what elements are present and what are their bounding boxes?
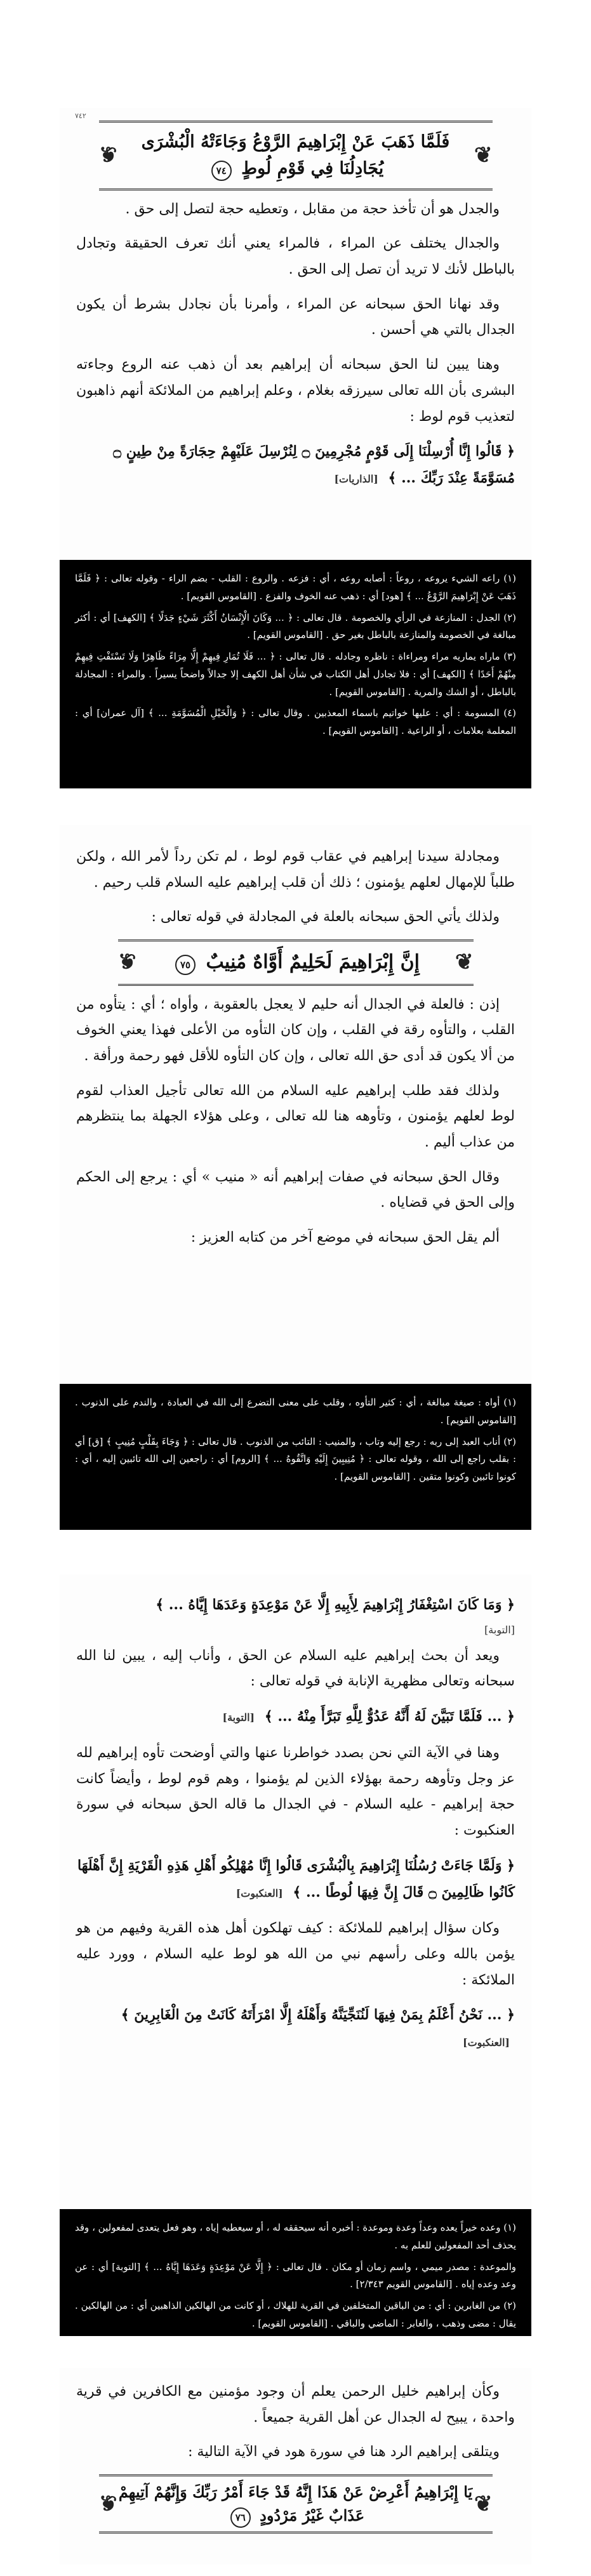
- verse-source: [العنكبوت]: [463, 2036, 510, 2049]
- verse-text: ﴿ ... فَلَمَّا تَبَيَّنَ لَهُ أَنَّهُ عَدُوٌّ لِلَّهِ تَبَرَّأَ مِنْهُ ... ﴾: [264, 1708, 515, 1725]
- footnote: (١) وعده خيراً يعده وعداً وعدة وموعدة : أخبره أنه سيحققه له ، أو سيعطيه إياه ، وهو فعل يتعدى لمفعولين ، وقد يحذف أحد المفعولين للعلم به .: [75, 2222, 516, 2251]
- page-1: [60, 108, 531, 560]
- paragraph: ألم يقل الحق سبحانه في موضع آخر من كتابه العزيز :: [190, 1230, 500, 1246]
- footnote: (٢) أناب العبد إلى ربه : رجع إليه وتاب ، والمنيب : التائب من الذنوب . قال تعالى : ﴿ وَجَاءَ بِقَلْبٍ مُنِيبٍ ﴾ [ق] أي : بقلب راجع إلى الله ، وقوله تعالى : ﴿ مُنِيبِينَ إِلَيْهِ وَاتَّقُوهُ ... ﴾ [الروم] أي : راجعين إلى الله تائبين إليه ، أي : كونوا تائبين وكونوا متقين . [القاموس القويم] .: [75, 1435, 516, 1482]
- footnotes-block: [60, 560, 531, 788]
- footnote: (٣) ماراه يماريه مراء ومراءاة : ناظره وجادله . قال تعالى : ﴿ ... فَلَا تُمَارِ فِيهِمْ إِلَّا مِرَاءً ظَاهِرًا وَلَا تَسْتَفْتِ فِيهِمْ مِنْهُمْ أَحَدًا ﴾ [الكهف] أي : فلا تجادل أهل الكتاب في شأن أهل الكهف إلا جدالاً واضحاً يسيراً . والمراء : المجادلة بالباطل ، أو الشك والمرية . [القاموس القويم] .: [75, 651, 516, 698]
- quran-verse: [76, 1592, 515, 1619]
- footnote: (٢) الجدل : المنازعة في الرأي والخصومة . قال تعالى : ﴿ ... وَكَانَ الْإِنْسَانُ أَكْثَرَ شَيْءٍ جَدَلًا ﴾ [الكهف] أي : أكثر مبالغة في الخصومة والمنازعة بالباطل بغير حق . [القاموس القويم] .: [75, 611, 516, 641]
- footnotes-block: [60, 1384, 531, 1530]
- page-4: [60, 2368, 531, 2565]
- footnotes-block: [60, 2209, 531, 2336]
- verse-text: ﴿ ... نَحْنُ أَعْلَمُ بِمَنْ فِيهَا لَنُنَجِّيَنَّهُ وَأَهْلَهُ إِلَّا امْرَأَتَهُ كَانَتْ مِنَ الْغَابِرِينَ ﴾: [121, 2007, 515, 2024]
- verse-banner: [118, 939, 474, 986]
- paragraph: والجدال يختلف عن المراء ، فالمراء يعني أنك تعرف الحقيقة وتجادل بالباطل لأنك لا تريد أن تصل إلى الحق .: [76, 236, 515, 278]
- banner-text: إِنَّ إِبْرَاهِيمَ لَحَلِيمٌ أَوَّاهٌ مُنِيبٌ: [206, 951, 420, 974]
- verse-source: [الذاريات]: [334, 472, 378, 485]
- quran-verse: [76, 1704, 515, 1730]
- verse-text: ﴿ قَالُوا إِنَّا أُرْسِلْنَا إِلَى قَوْمٍ مُجْرِمِينَ ۝ لِنُرْسِلَ عَلَيْهِمْ حِجَارَةً مِنْ طِينٍ ۝ مُسَوَّمَةً عِنْدَ رَبِّكَ ... ﴾: [113, 443, 515, 486]
- paragraph: وهنا في الآية التي نحن بصدد خواطرنا عنها والتي أوضحت تأوه إبراهيم لله عز وجل وتأوهه رحمة بهؤلاء الذين لم يؤمنوا ، وهم قوم لوط ، وأيضاً كانت حجة إبراهيم - عليه السلام - في الجدال ما قاله الحق سبحانه في سورة العنكبوت :: [76, 1744, 515, 1839]
- verse-banner: [99, 2474, 493, 2533]
- paragraph: ومجادلة سيدنا إبراهيم في عقاب قوم لوط ، لم تكن رداً لأمر الله ، ولكن طلباً للإمهال لعلهم يؤمنون ؛ ذلك أن قلب إبراهيم عليه السلام قلب رحيم .: [76, 849, 515, 891]
- paragraph: ولذلك فقد طلب إبراهيم عليه السلام من الله تعالى تأجيل العذاب لقوم لوط لعلهم يؤمنون ، وتأوهه هنا لله تعالى ، وعلى هؤلاء الجهلة بما ينتظرهم من عذاب أليم .: [76, 1082, 515, 1150]
- footnote: والموعدة : مصدر ميمي ، واسم زمان أو مكان . قال تعالى : ﴿ إِلَّا عَنْ مَوْعِدَةٍ وَعَدَهَا إِيَّاهُ ... ﴾ [التوبة] أي : عن وعد وعده إياه . [القاموس القويم ٢/٣٤٣] .: [75, 2261, 516, 2290]
- paragraph: والجدل هو أن تأخذ حجة من مقابل ، وتعطيه حجة لتصل إلى حق .: [125, 201, 500, 217]
- verse-source: [التوبة]: [484, 1623, 515, 1636]
- paragraph: ويتلقى إبراهيم الرد هنا في سورة هود في الآية التالية :: [188, 2444, 500, 2460]
- verse-source: [التوبة]: [222, 1711, 255, 1724]
- verse-text: ﴿ وَمَا كَانَ اسْتِغْفَارُ إِبْرَاهِيمَ لِأَبِيهِ إِلَّا عَنْ مَوْعِدَةٍ وَعَدَهَا إِيَّاهُ ... ﴾: [156, 1597, 515, 1613]
- page-3: [60, 1574, 531, 2209]
- paragraph: وهنا يبين لنا الحق سبحانه أن إبراهيم بعد أن ذهب عنه الروع وجاءته البشرى بأن الله تعالى سيرزقه بغلام ، وعلم إبراهيم من الملائكة أنهم ذاهبون لتعذيب قوم لوط :: [76, 357, 515, 425]
- footnote: (١) راعه الشيء يروعه ، روعاً : أصابه روعه ، أي : فزعه . والروع : القلب - بضم الراء - وقوله تعالى : ﴿ فَلَمَّا ذَهَبَ عَنْ إِبْرَاهِيمَ الرَّوْعُ ... ﴾ [هود] أي : ذهب عنه الخوف والفزع . [القاموس القويم] .: [75, 573, 516, 602]
- paragraph: وقال الحق سبحانه في صفات إبراهيم أنه « منيب » أي : يرجع إلى الحكم وإلى الحق في قضاياه .: [76, 1169, 515, 1211]
- paragraph: وكان سؤال إبراهيم للملائكة : كيف تهلكون أهل هذه القرية وفيهم من هو يؤمن بالله وعلى رأسهم نبي من الله هو لوط عليه السلام ، وورد عليه الملائكة :: [76, 1920, 515, 1988]
- paragraph: وقد نهانا الحق سبحانه عن المراء ، وأمرنا بأن نجادل بشرط أن يكون الجدال بالتي هي أحسن .: [76, 296, 515, 338]
- paragraph: وكأن إبراهيم خليل الرحمن يعلم أن وجود مؤمنين مع الكافرين في قرية واحدة ، يبيح له الجدال عن أهل القرية جميعاً .: [76, 2384, 515, 2426]
- footnote: (٤) المسومة : أي : عليها خواتيم باسماء المعذبين . وقال تعالى : ﴿ وَالْخَيْلِ الْمُسَوَّمَةِ ... ﴾ [آل عمران] أي : المعلمة بعلامات ، أو الراعية . [القاموس القويم] .: [75, 707, 516, 736]
- verse-text: ﴿ وَلَمَّا جَاءَتْ رُسُلُنَا إِبْرَاهِيمَ بِالْبُشْرَى قَالُوا إِنَّا مُهْلِكُو أَهْلِ هَذِهِ الْقَرْيَةِ إِنَّ أَهْلَهَا كَانُوا ظَالِمِينَ ۝ قَالَ إِنَّ فِيهَا لُوطًا ... ﴾: [77, 1857, 515, 1901]
- paragraph: إذن : فالعلة في الجدال أنه حليم لا يعجل بالعقوبة ، وأواه ؛ أي : يتأوه من القلب ، والتأوه رقة في القلب ، وإن كان التأوه من الأعلى فهذا يعني الخوف من ألا يكون قد أدى حق الله تعالى ، وإن كان التأوه للأقل فهو رحمة ورأفة .: [76, 996, 515, 1064]
- verse-source: [العنكبوت]: [236, 1887, 283, 1899]
- banner-text: يَا إِبْرَاهِيمُ أَعْرِضْ عَنْ هَذَا إِنَّهُ قَدْ جَاءَ أَمْرُ رَبِّكَ وَإِنَّهُمْ آتِيهِمْ عَذَابٌ غَيْرُ مَرْدُودٍ: [118, 2483, 473, 2525]
- verse-number: ٧٤: [211, 160, 232, 181]
- quran-verse: [76, 439, 515, 492]
- paragraph: ولذلك يأتي الحق سبحانه بالعلة في المجادلة في قوله تعالى :: [151, 909, 500, 926]
- page-number: ٧٤٢: [75, 112, 86, 120]
- banner-text: فَلَمَّا ذَهَبَ عَنْ إِبْرَاهِيمَ الرَّوْعُ وَجَاءَتْهُ الْبُشْرَى يُجَادِلُنَا فِي قَوْمِ لُوطٍ: [141, 132, 450, 178]
- paragraph: ويعد أن بحث إبراهيم عليه السلام عن الحق ، وأناب إليه ، يبين لنا الله سبحانه وتعالى مظهرية الإنابة في قوله تعالى :: [76, 1647, 515, 1690]
- verse-number: ٧٥: [175, 954, 196, 975]
- quran-verse: [76, 2002, 515, 2055]
- footnote: (٢) من الغابرين : أي : من الباقين المتخلفين في القرية للهلاك ، أو كانت من الهالكين الذاهبين أي : من الهالكين . يقال : مضى وذهب ، والغابر : الماضي والباقي . [القاموس القويم] .: [75, 2300, 516, 2329]
- quran-verse: [76, 1853, 515, 1906]
- verse-number: ٧٦: [230, 2507, 251, 2528]
- footnote: (١) أواه : صيغة مبالغة ، أي : كثير التأوه ، وقلب على معنى التضرع إلى الله في العبادة ، والندم على الذنوب . [القاموس القويم] .: [75, 1397, 516, 1426]
- verse-banner: [99, 121, 493, 190]
- page-2: [60, 825, 531, 1384]
